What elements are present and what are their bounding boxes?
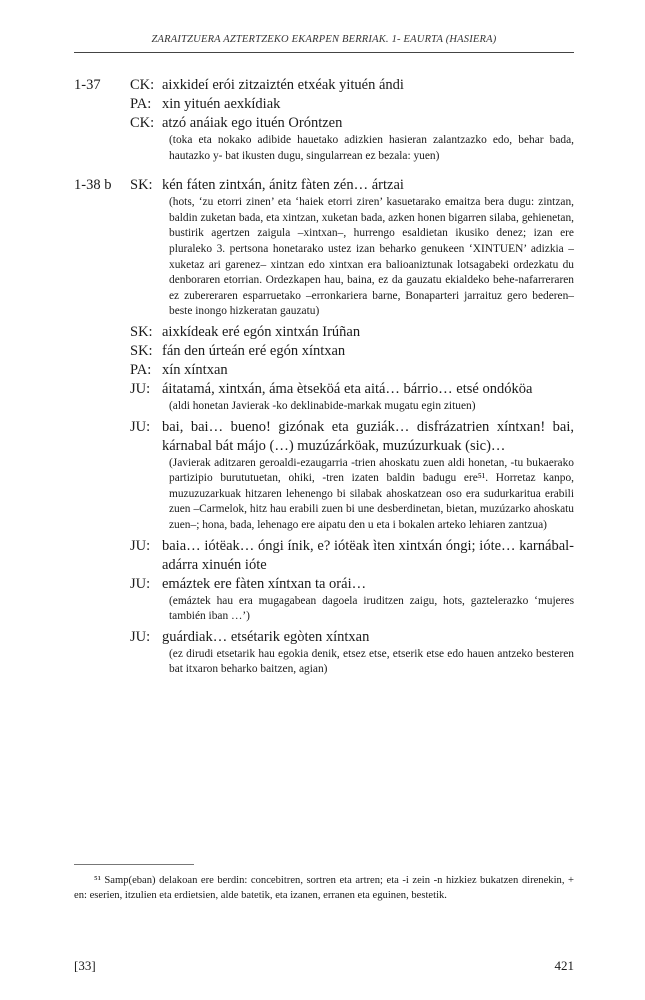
- speaker-code: PA:: [130, 361, 152, 378]
- utterance-text: xin yituén aexkídiak: [162, 96, 281, 112]
- speaker-code: JU:: [130, 575, 151, 592]
- header-rule: [74, 52, 574, 53]
- running-head: ZARAITZUERA AZTERTZEKO EKARPEN BERRIAK. 1- EAURTA (HASIERA): [151, 34, 497, 45]
- speaker-code: JU:: [130, 380, 151, 397]
- speaker-turn: [130, 76, 574, 95]
- speaker-turn: [130, 537, 574, 575]
- speaker-code: SK:: [130, 323, 153, 340]
- main-text: [74, 76, 574, 681]
- speaker-code: SK:: [130, 177, 153, 194]
- utterance-text: fán den úrteán eré egón xíntxan: [162, 342, 346, 359]
- utterance-text: atzó anáiak ego ituén Oróntzen: [162, 115, 343, 131]
- speaker-code: JU:: [130, 537, 151, 554]
- utterance-text: áitatamá, xintxán, áma ètseköá eta aitá… bárrio… etsé ondóköa: [162, 380, 533, 397]
- entries-list: [74, 76, 574, 678]
- utterance-text: aixkídeak eré egón xintxán Irúñan: [162, 323, 361, 340]
- speaker-turn: [130, 418, 574, 456]
- utterance-text: kén fáten zintxán, ánitz fàten zén… ártzai: [162, 177, 404, 194]
- utterance-text: aixkideí erói zitzaiztén etxéak yituén ándi: [162, 77, 404, 93]
- speaker-turn: [130, 361, 574, 380]
- dialogue-entry: [74, 76, 574, 164]
- utterance-text: emáztek ere fàten xíntxan ta orái…: [162, 575, 367, 592]
- speaker-turn: [130, 323, 574, 342]
- speaker-turn: [130, 575, 574, 594]
- speaker-code: PA:: [130, 96, 152, 112]
- page-number: 421: [554, 958, 574, 973]
- dialogue-entry: [74, 176, 574, 678]
- linguistic-note: (ez dirudi etsetarik hau egokia denik, etsez etse, etserik etse edo hauen antzeko besteren bat itxaron beharko baitzen, agian): [169, 647, 574, 676]
- linguistic-note: (emáztek hau era mugagabean dagoela iruditzen zaigu, hots, gaztelerazko ‘mujeres también iban …’): [169, 594, 574, 623]
- speaker-code: SK:: [130, 342, 153, 359]
- speaker-turn: [130, 95, 574, 114]
- entry-turns: [130, 176, 574, 678]
- speaker-code: CK:: [130, 115, 155, 131]
- speaker-code: CK:: [130, 77, 155, 93]
- speaker-code: JU:: [130, 628, 151, 645]
- footnote: ⁵¹ Samp(eban) delakoan ere berdin: concebitren, sortren eta artren; eta -i zein -n hizkiez bukatzen direnekin, + en: eserien, itzulien eta erdietsien, alde batetik, eta izanen, erranen eta eguinen, bestetik.: [74, 875, 574, 901]
- linguistic-note: (hots, ‘zu etorri zinen’ eta ‘haiek etorri ziren’ kasuetarako emaitza bera dugu: zintzan, baldin zuketan bada, eta xintzan, xuketan bada, azken honen bigarren silaba, gehienetan, bustirik agertzen zaigula –xintxan–, hurrengo esaldietan ikusiko denez; izan ere pluraleko 3. pertsona honetarako ustez izan beharko genukeen ‘XINTUEN’ adizkia –xuketaz ari garenez– xintzan edo xintxan era balioaniztunak lotsagabeki ordezkatu du denboraren etorrian. Ordezkapen hau, baina, ez da gauzatu ekialdeko behe-nafarreraren ez zubereraren esparruetako –erronkariera barne, Bonaparteri jarraituz gero bederen– beste inongo hizkeratan gauzatu): [169, 196, 574, 318]
- speaker-turn: [130, 380, 574, 399]
- utterance-text: guárdiak… etsétarik egòten xíntxan: [162, 628, 370, 645]
- utterance-text: bai, bai… bueno! gizónak eta guziák… disfrázatrien xíntxan! bai, kárnabal bát májo (…) muzúzárköak, muzúzurkuak (sic)…: [162, 418, 574, 454]
- entry-turns: [130, 76, 574, 164]
- footnote-rule: [74, 864, 194, 865]
- entry-number: 1-38 b: [74, 177, 112, 194]
- folio-section-number: [33]: [74, 958, 96, 973]
- entry-number: 1-37: [74, 77, 101, 93]
- speaker-turn: [130, 176, 574, 195]
- linguistic-note: (aldi honetan Javierak -ko deklinabide-markak mugatu egin zituen): [169, 399, 476, 412]
- speaker-code: JU:: [130, 418, 151, 435]
- speaker-turn: [130, 114, 574, 133]
- utterance-text: baia… iótëak… óngi ínik, e? iótëak ìten xintxán óngi; ióte… karnábal-adárra xinuén ióte: [162, 537, 574, 573]
- speaker-turn: [130, 342, 574, 361]
- linguistic-note: (toka eta nokako adibide hauetako adizkien hasieran zalantzazko edo, behar bada, hautazko y- bat ikusten dugu, singularrean ez bezala: yuen): [169, 134, 574, 162]
- linguistic-note: (Javierak aditzaren geroaldi-ezaugarria -trien ahoskatu zuen aldi honetan, -tu bukaerako partizipio burututuetan, ohiki, -tren izaten baldin badugu ere⁵¹. Horretaz kanpo, muzuzuzarkuak hitzaren lehenengo bi silabak ahoskatzean oso era sudurkaritua erabili zuen –Carmelok, hitz hau erabili zuen bi une desberdinetan, bietan, muzúzarko ahoskatu zuen–; hona, bada, lehenago ere aipatu den u eta i bokalen arteko lehiaren zantzua): [169, 456, 574, 531]
- speaker-turn: [130, 628, 574, 647]
- utterance-text: xín xíntxan: [162, 361, 228, 378]
